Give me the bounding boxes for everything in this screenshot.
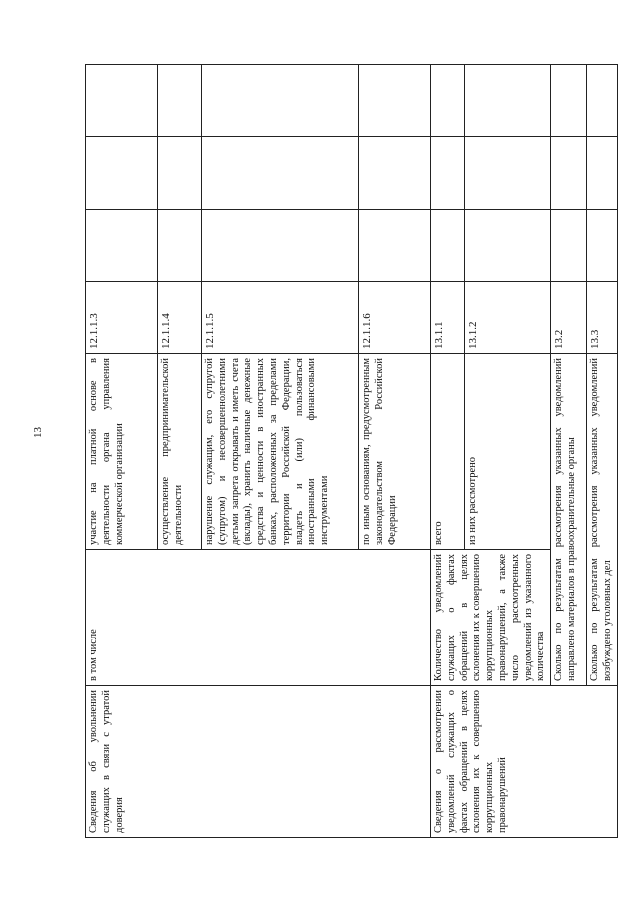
page-number: 13	[32, 427, 44, 438]
value-cell	[465, 65, 551, 137]
row-code: 12.1.1.3	[86, 282, 158, 354]
value-cell	[202, 210, 359, 282]
report-table	[85, 64, 618, 838]
table-row	[86, 65, 158, 838]
row-item: участие на платной основе в деятельности органа управления коммерческой организации	[86, 354, 158, 550]
row-code: 13.2	[551, 282, 587, 354]
value-cell	[359, 137, 431, 210]
row-item: из них рассмотрено	[465, 354, 551, 550]
section-notifications: Сведения о рассмотрении уведомлений служащих о фактах обращений в целях склонения их к совершению коррупционных правонарушений	[431, 686, 618, 838]
row-item: Сколько по результатам рассмотрения указанных уведомлений возбуждено уголовных дел	[587, 354, 618, 686]
section-dismissal: Сведения об увольнении служащих в связи с утратой доверия	[86, 686, 431, 838]
value-cell	[465, 210, 551, 282]
value-cell	[158, 210, 202, 282]
subsection-including: в том числе	[86, 550, 431, 686]
value-cell	[86, 137, 158, 210]
value-cell	[587, 137, 618, 210]
value-cell	[431, 137, 465, 210]
value-cell	[86, 65, 158, 137]
table-row	[431, 65, 465, 838]
value-cell	[465, 137, 551, 210]
row-code: 13.1.2	[465, 282, 551, 354]
row-code: 12.1.1.6	[359, 282, 431, 354]
row-item: нарушение служащим, его супругой (супругом) и несовершеннолетними детьми запрета открывать и иметь счета (вклады), хранить наличные денежные средства и ценности в иностранных банках, расположенных за пределами территории Российской Федерации, владеть и (или) пользоваться иностранными финансовыми инструментами	[202, 354, 359, 550]
value-cell	[86, 210, 158, 282]
row-item: всего	[431, 354, 465, 550]
row-code: 13.1.1	[431, 282, 465, 354]
value-cell	[202, 137, 359, 210]
value-cell	[202, 65, 359, 137]
row-code: 13.3	[587, 282, 618, 354]
row-item: по иным основаниям, предусмотренным законодательством Российской Федерации	[359, 354, 431, 550]
subsection-notifications-count: Количество уведомлений служащих о фактах обращений в целях склонения их к совершению коррупционных правонарушений, а также число рассмотренных уведомлений из указанного количества	[431, 550, 551, 686]
value-cell	[359, 210, 431, 282]
value-cell	[551, 210, 587, 282]
row-code: 12.1.1.4	[158, 282, 202, 354]
value-cell	[158, 137, 202, 210]
row-code: 12.1.1.5	[202, 282, 359, 354]
value-cell	[587, 210, 618, 282]
value-cell	[551, 137, 587, 210]
value-cell	[431, 65, 465, 137]
row-item: Сколько по результатам рассмотрения указанных уведомлений направлено материалов в правоохранительные органы	[551, 354, 587, 686]
value-cell	[431, 210, 465, 282]
value-cell	[359, 65, 431, 137]
value-cell	[551, 65, 587, 137]
value-cell	[158, 65, 202, 137]
value-cell	[587, 65, 618, 137]
row-item: осуществление предпринимательской деятельности	[158, 354, 202, 550]
